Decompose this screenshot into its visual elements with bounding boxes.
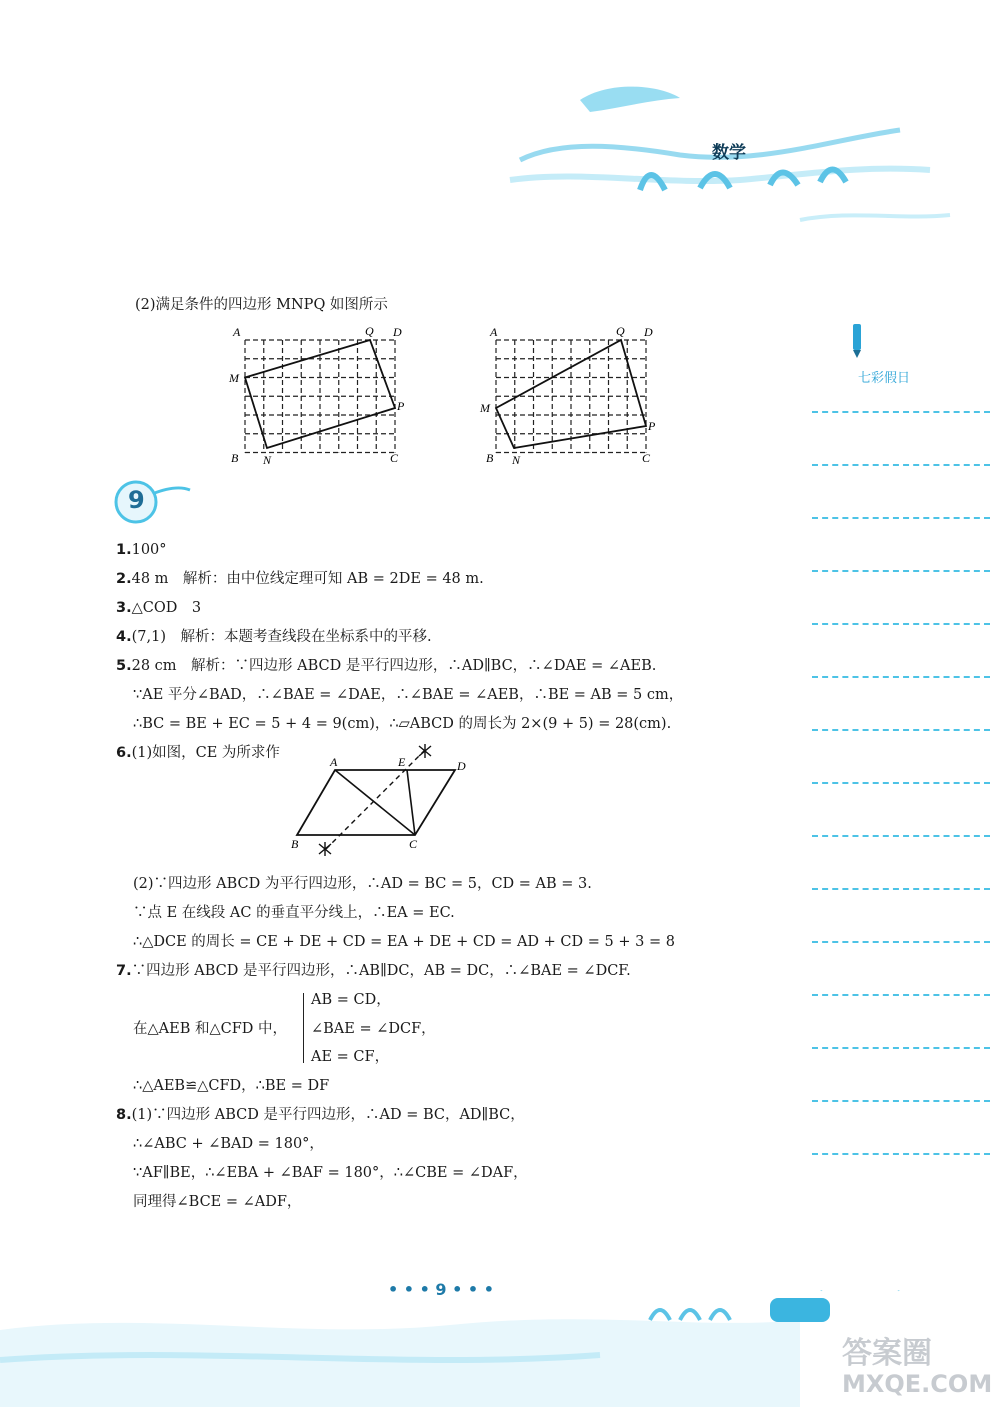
- label-B: B: [231, 451, 239, 465]
- note-line: [812, 676, 990, 678]
- note-line: [812, 570, 990, 572]
- label-D: D: [393, 325, 402, 339]
- note-line: [812, 1047, 990, 1049]
- q4: 4.(7,1) 解析：本题考查线段在坐标系中的平移.: [116, 629, 432, 645]
- note-line: [812, 782, 990, 784]
- q8-line1: 8.(1)∵四边形 ABCD 是平行四边形，∴AD = BC，AD∥BC，: [116, 1107, 525, 1123]
- pencil-icon: [848, 322, 866, 364]
- q5-line3: ∴BC = BE + EC = 5 + 4 = 9(cm)，∴▱ABCD 的周长为 2×(9 + 5) = 28(cm).: [133, 716, 672, 732]
- label-N: N: [512, 453, 521, 467]
- page-number: • • • 9 • • •: [388, 1280, 494, 1299]
- note-line: [812, 517, 990, 519]
- q7-brace2: ∠BAE = ∠DCF，: [311, 1021, 436, 1037]
- note-line: [812, 1153, 990, 1155]
- label-C: C: [409, 837, 418, 851]
- q6-line1: 6.(1)如图，CE 为所求作: [116, 745, 280, 761]
- label-P: P: [648, 419, 656, 433]
- q8-line2: ∴∠ABC + ∠BAD = 180°，: [133, 1136, 324, 1152]
- label-M: M: [229, 371, 239, 385]
- label-E: E: [398, 755, 406, 769]
- watermark-en: MXQE.COM: [842, 1370, 993, 1398]
- q6-line4: ∴△DCE 的周长 = CE + DE + CD = EA + DE + CD = AD + CD = 5 + 3 = 8: [133, 934, 675, 950]
- footer-deco-icon: [640, 1290, 870, 1334]
- q7-brace1: AB = CD，: [311, 992, 391, 1008]
- section-badge: [112, 478, 192, 524]
- section-number: 9: [128, 486, 145, 514]
- q6-line2: (2)∵四边形 ABCD 为平行四边形，∴AD = BC = 5，CD = AB = 3.: [133, 876, 592, 892]
- q6-line3: ∵点 E 在线段 AC 的垂直平分线上，∴EA = EC.: [133, 905, 455, 921]
- label-Q: Q: [365, 324, 374, 338]
- sidebar-label: 七彩假日: [858, 371, 911, 386]
- note-line: [812, 941, 990, 943]
- note-line: [812, 1100, 990, 1102]
- label-N: N: [263, 453, 272, 467]
- q2: 2.48 m 解析：由中位线定理可知 AB = 2DE = 48 m.: [116, 571, 484, 587]
- q7-line1: 7.∵四边形 ABCD 是平行四边形，∴AB∥DC，AB = DC，∴∠BAE = ∠DCF.: [116, 963, 631, 979]
- watermark-cn: 答案圈: [842, 1336, 932, 1371]
- label-B: B: [291, 837, 299, 851]
- q5-line2: ∵AE 平分∠BAD，∴∠BAE = ∠DAE，∴∠BAE = ∠AEB，∴BE = AB = 5 cm，: [133, 687, 684, 703]
- grid-figure-2: [476, 320, 666, 470]
- label-C: C: [390, 451, 399, 465]
- label-D: D: [457, 759, 466, 773]
- label-C: C: [642, 451, 651, 465]
- label-A: A: [490, 325, 498, 339]
- q8-line3: ∵AF∥BE，∴∠EBA + ∠BAF = 180°，∴∠CBE = ∠DAF，: [133, 1165, 528, 1181]
- label-D: D: [644, 325, 653, 339]
- q3: 3.△COD 3: [116, 600, 202, 616]
- prev-part2-text: (2)满足条件的四边形 MNPQ 如图所示: [135, 297, 388, 313]
- q7-brace3: AE = CF，: [311, 1049, 390, 1065]
- note-line: [812, 729, 990, 731]
- q7-line3: ∴△AEB≌△CFD，∴BE = DF: [133, 1078, 330, 1094]
- note-line: [812, 411, 990, 413]
- system-brace: [303, 993, 304, 1063]
- note-line: [812, 888, 990, 890]
- q5-line1: 5.28 cm 解析：∵四边形 ABCD 是平行四边形，∴AD∥BC，∴∠DAE = ∠AEB.: [116, 658, 657, 674]
- note-line: [812, 623, 990, 625]
- subject-title: 数学: [712, 143, 746, 163]
- parallelogram-figure: [285, 740, 480, 865]
- label-P: P: [397, 399, 405, 413]
- q8-line4: 同理得∠BCE = ∠ADF，: [133, 1194, 302, 1210]
- grid-figure-1: [225, 320, 415, 470]
- label-M: M: [480, 401, 490, 415]
- label-B: B: [486, 451, 494, 465]
- note-line: [812, 464, 990, 466]
- label-A: A: [330, 755, 338, 769]
- note-line: [812, 835, 990, 837]
- note-line: [812, 994, 990, 996]
- q7-line2-prefix: 在△AEB 和△CFD 中，: [133, 1021, 288, 1037]
- label-Q: Q: [616, 324, 625, 338]
- label-A: A: [233, 325, 241, 339]
- q1: 1.100°: [116, 542, 167, 558]
